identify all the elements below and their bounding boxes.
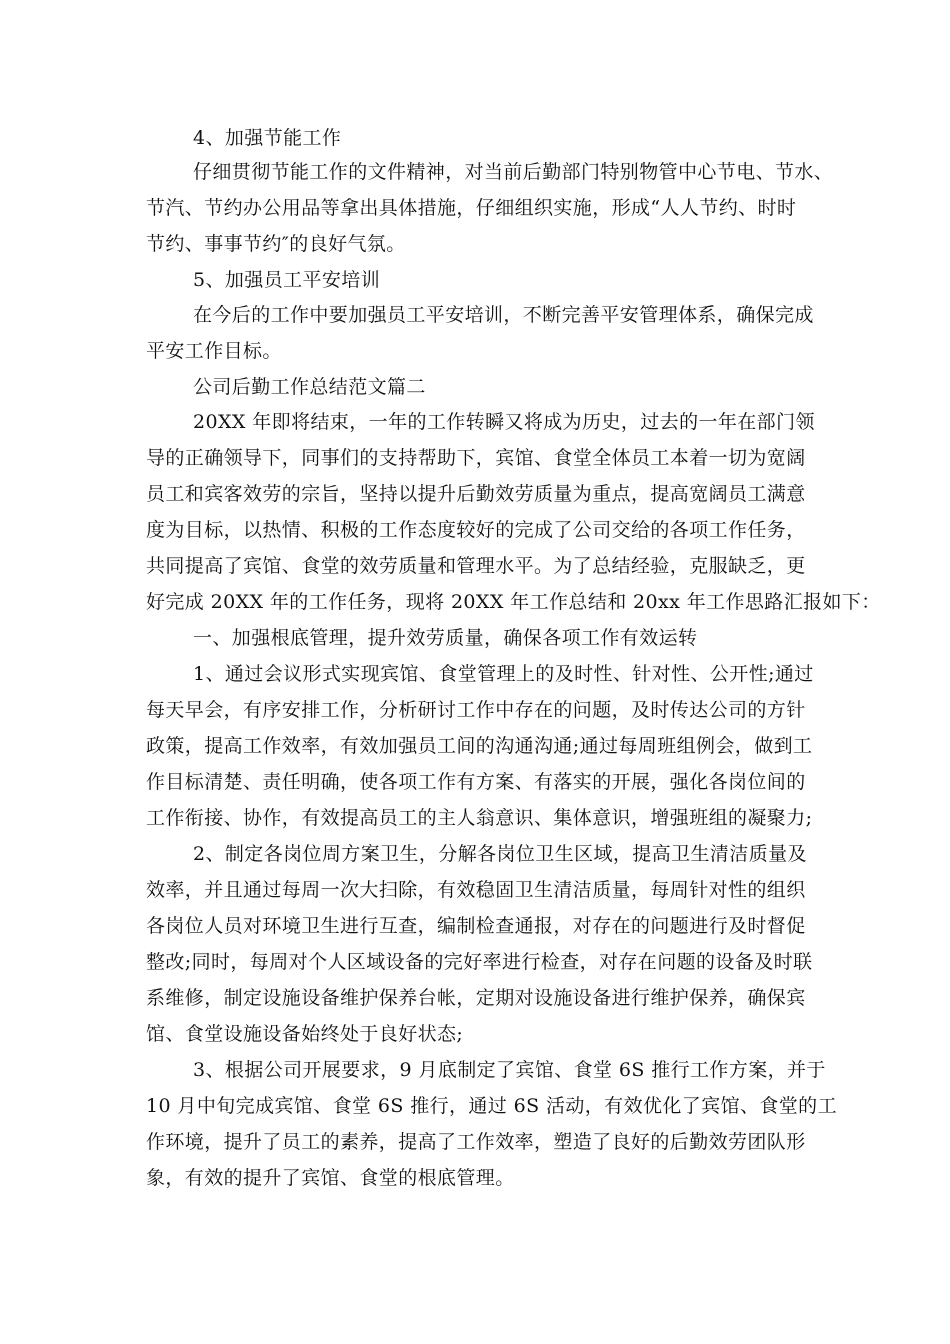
paragraph-line: 每天早会，有序安排工作，分析研讨工作中存在的问题，及时传达公司的方针 (146, 699, 806, 721)
paragraph-line: 节约、事事节约″的良好气氛。 (146, 233, 406, 255)
paragraph-line: 仔细贯彻节能工作的文件精神，对当前后勤部门特别物管中心节电、节水、 (193, 161, 834, 183)
paragraph-line: 2、制定各岗位周方案卫生，分解各岗位卫生区域，提高卫生清洁质量及 (193, 843, 807, 865)
paragraph-line: 平安工作目标。 (146, 340, 282, 362)
paragraph-line: 共同提高了宾馆、食堂的效劳质量和管理水平。为了总结经验，克服缺乏，更 (146, 555, 806, 577)
paragraph-line: 度为目标，以热情、积极的工作态度较好的完成了公司交给的各项工作任务， (146, 519, 806, 541)
paragraph-line: 节汽、节约办公用品等拿出具体措施，仔细组织实施，形成“人人节约、时时 (146, 197, 797, 219)
paragraph-line: 员工和宾客效劳的宗旨，坚持以提升后勤效劳质量为重点，提高宽阔员工满意 (146, 483, 806, 505)
paragraph-line: 1、通过会议形式实现宾馆、食堂管理上的及时性、针对性、公开性;通过 (193, 663, 814, 685)
paragraph-line: 各岗位人员对环境卫生进行互查，编制检查通报，对存在的问题进行及时督促 (146, 915, 806, 937)
paragraph-line: 作环境，提升了员工的素养，提高了工作效率，塑造了良好的后勤效劳团队形 (146, 1131, 806, 1153)
paragraph-line: 20XX 年即将结束，一年的工作转瞬又将成为历史，过去的一年在部门领 (193, 411, 815, 433)
subsection-heading: 一、加强根底管理，提升效劳质量，确保各项工作有效运转 (193, 627, 698, 649)
heading-energy-saving: 4、加强节能工作 (193, 127, 342, 149)
paragraph-line: 作目标清楚、责任明确，使各项工作有方案、有落实的开展，强化各岗位间的 (146, 771, 806, 793)
paragraph-line: 3、根据公司开展要求，9 月底制定了宾馆、食堂 6S 推行工作方案，并于 (193, 1059, 826, 1081)
paragraph-line: 政策，提高工作效率，有效加强员工间的沟通沟通;通过每周班组例会，做到工 (146, 735, 813, 757)
paragraph-line: 整改;同时，每周对个人区域设备的完好率进行检查，对存在问题的设备及时联 (146, 951, 813, 973)
paragraph-line: 在今后的工作中要加强员工平安培训，不断完善平安管理体系，确保完成 (193, 304, 814, 326)
paragraph-line: 效率，并且通过每周一次大扫除，有效稳固卫生清洁质量，每周针对性的组织 (146, 879, 806, 901)
paragraph-line: 10 月中旬完成宾馆、食堂 6S 推行，通过 6S 活动，有效优化了宾馆、食堂的工 (146, 1095, 837, 1117)
paragraph-line: 系维修，制定设施设备维护保养台帐，定期对设施设备进行维护保养，确保宾 (146, 987, 806, 1009)
paragraph-line: 象，有效的提升了宾馆、食堂的根底管理。 (146, 1167, 515, 1189)
paragraph-line: 好完成 20XX 年的工作任务，现将 20XX 年工作总结和 20xx 年工作思路汇报如下： (146, 591, 881, 613)
heading-safety-training: 5、加强员工平安培训 (193, 269, 381, 291)
paragraph-line: 导的正确领导下，同事们的支持帮助下，宾馆、食堂全体员工本着一切为宽阔 (146, 447, 806, 469)
section-title: 公司后勤工作总结范文篇二 (193, 376, 426, 398)
paragraph-line: 馆、食堂设施设备始终处于良好状态; (146, 1023, 464, 1045)
paragraph-line: 工作衔接、协作，有效提高员工的主人翁意识、集体意识，增强班组的凝聚力; (146, 807, 813, 829)
